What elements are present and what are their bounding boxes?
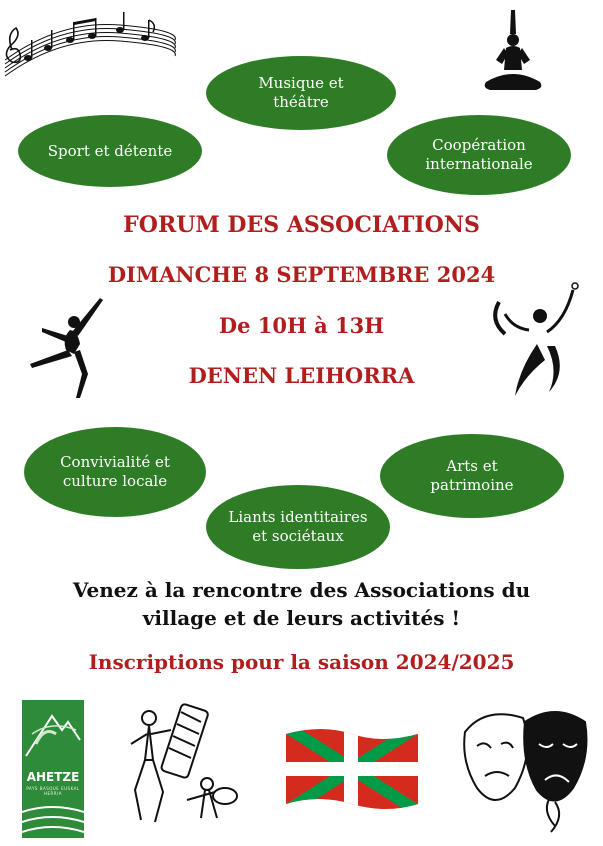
bubble-convivialite-label: Convivialité et culture locale [60,453,170,490]
basque-flag-icon [282,724,422,814]
bubble-convivialite [24,427,206,517]
logo-subtitle: PAYS BASQUE EUSKAL HERRIA [26,786,80,796]
logo-waves-icon [22,798,84,838]
bubble-arts-label: Arts et patrimoine [430,457,514,494]
event-date: DIMANCHE 8 SEPTEMBRE 2024 [107,262,496,287]
bubble-arts-patrimoine [380,434,564,518]
invite-line-1: Venez à la rencontre des Associations du [72,578,531,602]
bubble-cooperation [387,115,571,195]
ahetze-logo [22,700,84,838]
bubble-music-theatre [206,56,396,130]
event-time: De 10H à 13H [218,313,385,338]
yoga-figure-icon [478,8,548,98]
event-place: DENEN LEIHORRA [188,363,415,388]
music-notes-icon [0,0,180,80]
theatre-masks-icon [455,692,595,836]
logo-name: AHETZE [26,770,80,784]
bubble-liants-label: Liants identitaires et sociétaux [228,508,368,545]
bubble-music-label: Musique et théâtre [258,74,344,111]
dancer-icon [22,292,112,402]
mountain-icon [22,700,84,770]
invite-line-2: village et de leurs activités ! [142,606,461,630]
bubble-sport-label: Sport et détente [47,141,173,160]
bubble-sport-detente [18,115,202,187]
basque-dancers-icon [125,700,245,828]
forum-title: FORUM DES ASSOCIATIONS [123,212,480,238]
athlete-icon [485,280,585,400]
inscriptions-text: Inscriptions pour la saison 2024/2025 [88,650,515,674]
bubble-coop-label: Coopération internationale [425,136,533,173]
bubble-liants [206,485,390,569]
